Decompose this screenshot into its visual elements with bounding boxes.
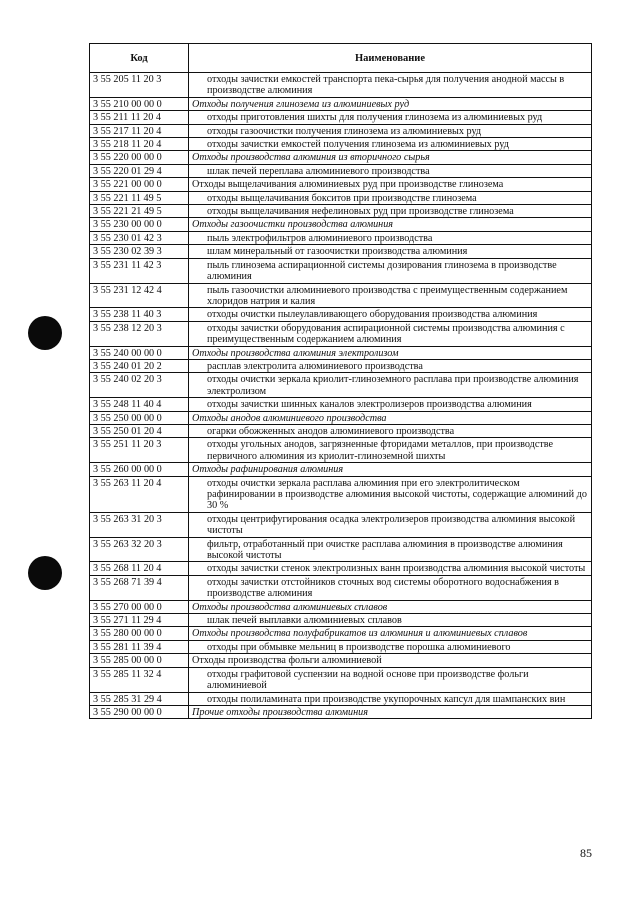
page-number: 85 [580,846,592,860]
row-name: отходы зачистки отстойников сточных вод системы оборотного водоснабжения в производстве алюминия [189,575,592,600]
table-row [90,424,592,437]
row-name: Прочие отходы производства алюминия [189,705,592,718]
row-name: фильтр, отработанный при очистке расплава алюминия в производстве алюминия высокой чистоты [189,537,592,562]
row-code: 3 55 230 00 00 0 [90,218,189,231]
table-row [90,359,592,372]
row-name: Отходы выщелачивания алюминиевых руд при производстве глинозема [189,178,592,191]
row-name: отходы зачистки стенок электролизных ванн производства алюминия высокой чистоты [189,562,592,575]
table-body [90,73,592,719]
row-name: отходы центрифугирования осадка электролизеров производства алюминия высокой чистоты [189,512,592,537]
row-code: 3 55 210 00 00 0 [90,97,189,110]
table-row [90,164,592,177]
row-code: 3 55 220 01 29 4 [90,164,189,177]
row-code: 3 55 270 00 00 0 [90,600,189,613]
row-name: отходы выщелачивания бокситов при производстве глинозема [189,191,592,204]
row-code: 3 55 220 00 00 0 [90,151,189,164]
row-name: Отходы рафинирования алюминия [189,463,592,476]
group-row [90,463,592,476]
row-name: отходы графитовой суспензии на водной основе при производстве фольги алюминиевой [189,667,592,692]
row-code: 3 55 268 11 20 4 [90,562,189,575]
row-code: 3 55 260 00 00 0 [90,463,189,476]
row-name: огарки обожженных анодов алюминиевого производства [189,424,592,437]
table-row [90,245,592,258]
row-name: шлак печей выплавки алюминиевых сплавов [189,614,592,627]
table-row [90,537,592,562]
row-code: 3 55 217 11 20 4 [90,124,189,137]
table-row [90,124,592,137]
row-name: отходы зачистки оборудования аспирационной системы производства алюминия с преимущественным содержанием алюминия [189,321,592,346]
table-row [90,373,592,398]
table-row [90,562,592,575]
group-row [90,600,592,613]
row-code: 3 55 280 00 00 0 [90,627,189,640]
table-row [90,283,592,308]
group-row [90,218,592,231]
row-code: 3 55 205 11 20 3 [90,73,189,98]
table-row [90,667,592,692]
row-name: Отходы газоочистки производства алюминия [189,218,592,231]
row-code: 3 55 281 11 39 4 [90,640,189,653]
row-name: отходы приготовления шихты для получения глинозема из алюминиевых руд [189,111,592,124]
row-name: отходы при обмывке мельниц в производстве порошка алюминиевого [189,640,592,653]
row-name: пыль глинозема аспирационной системы дозирования глинозема в производстве алюминия [189,258,592,283]
row-name: отходы зачистки емкостей получения глинозема из алюминиевых руд [189,138,592,151]
group-row [90,178,592,191]
row-code: 3 55 238 11 40 3 [90,308,189,321]
row-name: отходы выщелачивания нефелиновых руд при производстве глинозема [189,205,592,218]
row-code: 3 55 211 11 20 4 [90,111,189,124]
table-row [90,231,592,244]
row-name: Отходы производства полуфабрикатов из алюминия и алюминиевых сплавов [189,627,592,640]
column-header-name: Наименование [189,44,592,73]
row-name: отходы угольных анодов, загрязненные фторидами металлов, при производстве первичного алюминия из криолит-глиноземной шихты [189,438,592,463]
row-code: 3 55 238 12 20 3 [90,321,189,346]
row-code: 3 55 221 21 49 5 [90,205,189,218]
group-row [90,151,592,164]
column-header-code: Код [90,44,189,73]
table-row [90,321,592,346]
group-row [90,411,592,424]
row-code: 3 55 240 02 20 3 [90,373,189,398]
row-name: расплав электролита алюминиевого производства [189,359,592,372]
row-name: Отходы получения глинозема из алюминиевых руд [189,97,592,110]
row-name: шлак печей переплава алюминиевого производства [189,164,592,177]
table-row [90,512,592,537]
row-code: 3 55 263 32 20 3 [90,537,189,562]
row-code: 3 55 250 01 20 4 [90,424,189,437]
row-name: отходы зачистки емкостей транспорта пека-сырья для получения анодной массы в производстве алюминия [189,73,592,98]
table-row [90,692,592,705]
row-name: отходы очистки зеркала криолит-глиноземного расплава при производстве алюминия электролизом [189,373,592,398]
group-row [90,705,592,718]
row-code: 3 55 230 02 39 3 [90,245,189,258]
row-code: 3 55 250 00 00 0 [90,411,189,424]
row-code: 3 55 230 01 42 3 [90,231,189,244]
group-row [90,346,592,359]
table-row [90,398,592,411]
row-name: отходы газоочистки получения глинозема из алюминиевых руд [189,124,592,137]
row-code: 3 55 221 00 00 0 [90,178,189,191]
row-name: отходы очистки зеркала расплава алюминия при его электролитическом рафинировании в производстве алюминия высокой чистоты, содержащие алюминий до 30 % [189,476,592,512]
row-name: отходы очистки пылеулавливающего оборудования производства алюминия [189,308,592,321]
punch-hole-bottom [28,556,62,590]
row-name: Отходы производства фольги алюминиевой [189,654,592,667]
row-code: 3 55 240 00 00 0 [90,346,189,359]
row-name: Отходы производства алюминия из вторичного сырья [189,151,592,164]
table-row [90,614,592,627]
table-row [90,138,592,151]
row-code: 3 55 240 01 20 2 [90,359,189,372]
row-code: 3 55 285 00 00 0 [90,654,189,667]
table-header-row [90,44,592,73]
row-code: 3 55 221 11 49 5 [90,191,189,204]
group-row [90,627,592,640]
table-row [90,73,592,98]
row-name: пыль газоочистки алюминиевого производства с преимущественным содержанием хлоридов натрия и калия [189,283,592,308]
punch-hole-top [28,316,62,350]
group-row [90,654,592,667]
row-code: 3 55 285 31 29 4 [90,692,189,705]
row-code: 3 55 290 00 00 0 [90,705,189,718]
row-name: шлам минеральный от газоочистки производства алюминия [189,245,592,258]
table-row [90,476,592,512]
waste-codes-table [89,43,592,719]
table-row [90,640,592,653]
table-row [90,308,592,321]
group-row [90,97,592,110]
row-name: отходы полиламината при производстве укупорочных капсул для шампанских вин [189,692,592,705]
row-code: 3 55 248 11 40 4 [90,398,189,411]
row-code: 3 55 285 11 32 4 [90,667,189,692]
row-name: пыль электрофильтров алюминиевого производства [189,231,592,244]
row-code: 3 55 231 11 42 3 [90,258,189,283]
row-name: отходы зачистки шинных каналов электролизеров производства алюминия [189,398,592,411]
row-name: Отходы производства алюминиевых сплавов [189,600,592,613]
row-name: Отходы производства алюминия электролизом [189,346,592,359]
row-code: 3 55 218 11 20 4 [90,138,189,151]
row-code: 3 55 263 31 20 3 [90,512,189,537]
row-code: 3 55 271 11 29 4 [90,614,189,627]
table-row [90,205,592,218]
row-code: 3 55 231 12 42 4 [90,283,189,308]
table-row [90,191,592,204]
row-code: 3 55 268 71 39 4 [90,575,189,600]
table-row [90,258,592,283]
row-name: Отходы анодов алюминиевого производства [189,411,592,424]
row-code: 3 55 263 11 20 4 [90,476,189,512]
table-row [90,575,592,600]
table-row [90,438,592,463]
row-code: 3 55 251 11 20 3 [90,438,189,463]
table-row [90,111,592,124]
